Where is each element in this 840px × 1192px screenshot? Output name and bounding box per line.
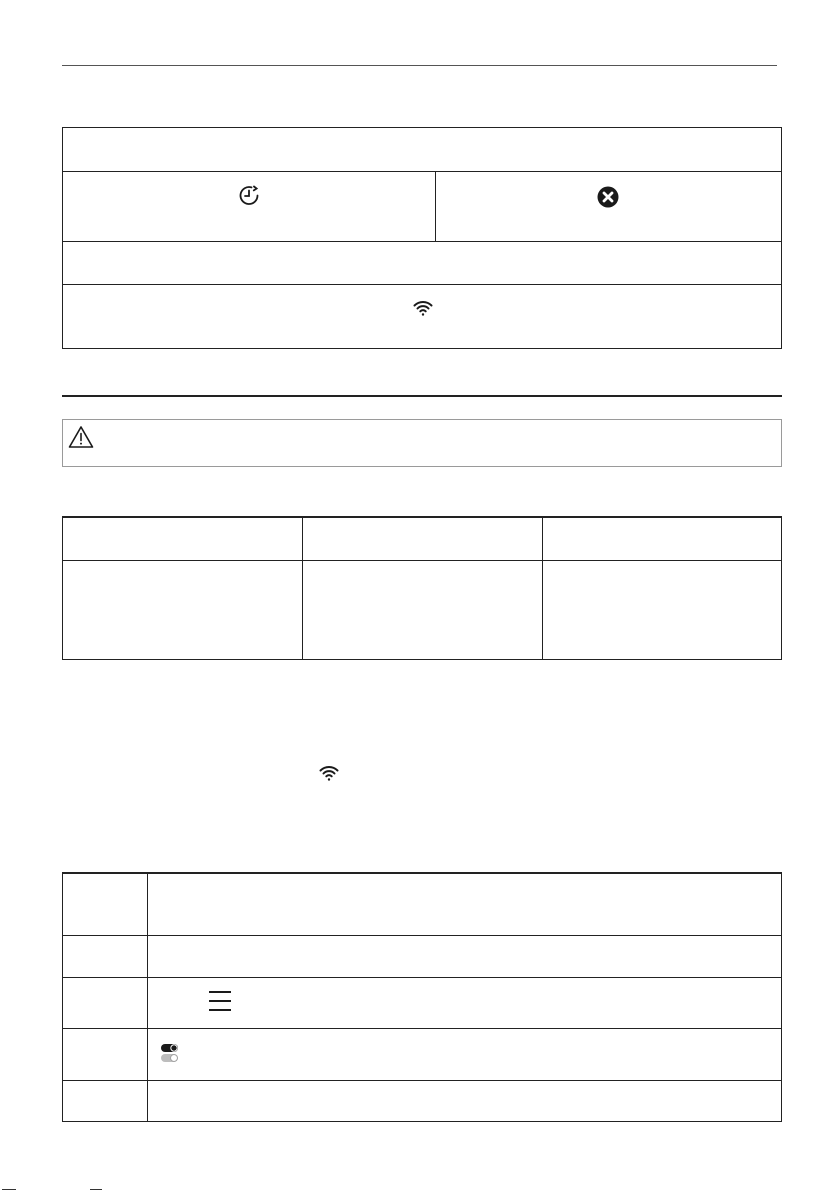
toggle-switch-icon xyxy=(160,1043,180,1063)
warning-triangle-icon xyxy=(68,425,94,449)
row-divider xyxy=(63,977,781,978)
column-divider xyxy=(542,518,543,659)
row-divider xyxy=(63,935,781,936)
wifi-icon xyxy=(413,299,433,317)
column-divider xyxy=(302,518,303,659)
wifi-icon xyxy=(319,764,339,782)
row-divider xyxy=(63,1028,781,1029)
column-divider xyxy=(147,874,148,1121)
clock-restart-icon xyxy=(237,184,261,208)
function-table-cell xyxy=(63,172,436,241)
steps-table xyxy=(62,872,782,1122)
page-footer-fragment xyxy=(0,1186,120,1192)
three-column-table xyxy=(62,516,782,660)
menu-icon xyxy=(208,990,232,1012)
three-column-table-header xyxy=(63,518,781,561)
function-table xyxy=(62,127,782,349)
function-table-row xyxy=(63,285,781,348)
header-rule xyxy=(62,65,777,66)
row-divider xyxy=(63,1080,781,1081)
function-table-row xyxy=(63,128,781,172)
function-table-row xyxy=(63,242,781,285)
function-table-row xyxy=(63,172,781,242)
section-rule xyxy=(62,395,782,397)
close-circle-icon xyxy=(597,186,619,208)
function-table-cell xyxy=(436,172,781,241)
caution-box xyxy=(62,419,782,467)
